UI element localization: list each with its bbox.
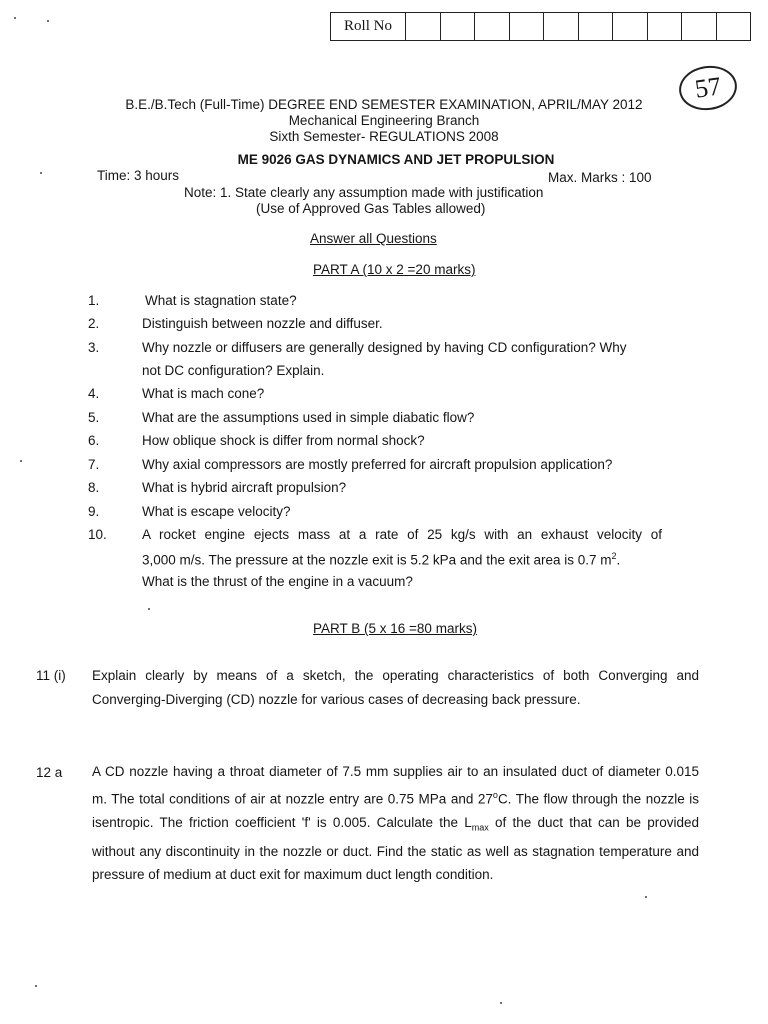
note-line-1: Note: 1. State clearly any assumption made with justification [184,185,544,200]
course-title: ME 9026 GAS DYNAMICS AND JET PROPULSION [237,152,555,167]
question-text: What is escape velocity? [142,504,291,519]
question-text: How oblique shock is differ from normal shock? [142,433,425,448]
question-text: Why axial compressors are mostly preferred for aircraft propulsion application? [142,457,613,472]
question-text: Distinguish between nozzle and diffuser. [142,316,383,331]
circled-page-number: 57 [676,62,740,114]
answer-all-instruction: Answer all Questions [310,231,437,246]
question-label: 11 (i) [36,668,66,683]
roll-number-cell [717,13,751,40]
note-line-2: (Use of Approved Gas Tables allowed) [256,201,486,216]
roll-number-cell [544,13,579,40]
question-text: What are the assumptions used in simple diabatic flow? [142,410,475,425]
question-text-continued: not DC configuration? Explain. [142,363,325,378]
scan-speck [40,172,42,174]
roll-number-box [330,12,751,41]
exam-duration: Time: 3 hours [97,168,180,183]
question-number: 8. [88,480,100,495]
part-a-title: PART A (10 x 2 =20 marks) [313,262,476,277]
scan-speck [500,1002,502,1004]
question-label: 12 a [36,765,63,780]
roll-number-label: Roll No [331,13,406,40]
roll-number-cell [579,13,614,40]
scan-speck [20,460,22,462]
question-number: 4. [88,386,100,401]
part-b-title: PART B (5 x 16 =80 marks) [313,621,477,636]
max-marks: Max. Marks : 100 [548,170,652,185]
question-text: What is hybrid aircraft propulsion? [142,480,347,495]
question-number: 10. [88,527,107,542]
scan-speck [14,17,16,19]
roll-number-cell [682,13,717,40]
exam-title: B.E./B.Tech (Full-Time) DEGREE END SEMESTER EXAMINATION, APRIL/MAY 2012 [125,97,643,112]
question-number: 9. [88,504,100,519]
roll-number-cell [406,13,441,40]
scan-speck [47,20,49,22]
question-number: 2. [88,316,100,331]
question-number: 7. [88,457,100,472]
question-text: A rocket engine ejects mass at a rate of 25 kg/s with an exhaust velocity of [142,527,662,542]
roll-number-cell [613,13,648,40]
roll-number-cell [475,13,510,40]
question-text-continued: 3,000 m/s. The pressure at the nozzle exit is 5.2 kPa and the exit area is 0.7 $m^2$. [142,551,621,568]
question-number: 5. [88,410,100,425]
question-text: Explain clearly by means of a sketch, the operating characteristics of both Converging and Converging-Diverging (CD) nozzle for various cases of decreasing back pressure. [92,668,699,707]
question-text: What is mach cone? [142,386,265,401]
scan-speck [645,896,647,898]
scan-speck [148,608,150,610]
scan-speck [35,985,37,987]
question-number: 3. [88,340,100,355]
question-text: A CD nozzle having a throat diameter of 7.5 mm supplies air to an insulated duct of diameter 0.015 m. The total conditions of air at nozzle entry are 0.75 MPa and 27$^o$C. The flow through the nozzle is isentropic. The friction coefficient 'f' is 0.005. Calculate the $L_{max}$ of the duct that can be provided without any discontinuity in the nozzle or duct. Find the static as well as stagnation temperature and pressure of medium at duct exit for maximum duct length condition. [92,764,699,883]
roll-number-cell [441,13,476,40]
roll-number-cell [648,13,683,40]
roll-number-cell [510,13,545,40]
semester-regulation: Sixth Semester- REGULATIONS 2008 [269,129,499,144]
question-number: 6. [88,433,100,448]
question-number: 1. [88,293,100,308]
question-text: What is stagnation state? [145,293,297,308]
question-text: Why nozzle or diffusers are generally designed by having CD configuration? Why [142,340,627,355]
question-text-continued: What is the thrust of the engine in a vacuum? [142,574,413,589]
branch-name: Mechanical Engineering Branch [288,113,480,128]
